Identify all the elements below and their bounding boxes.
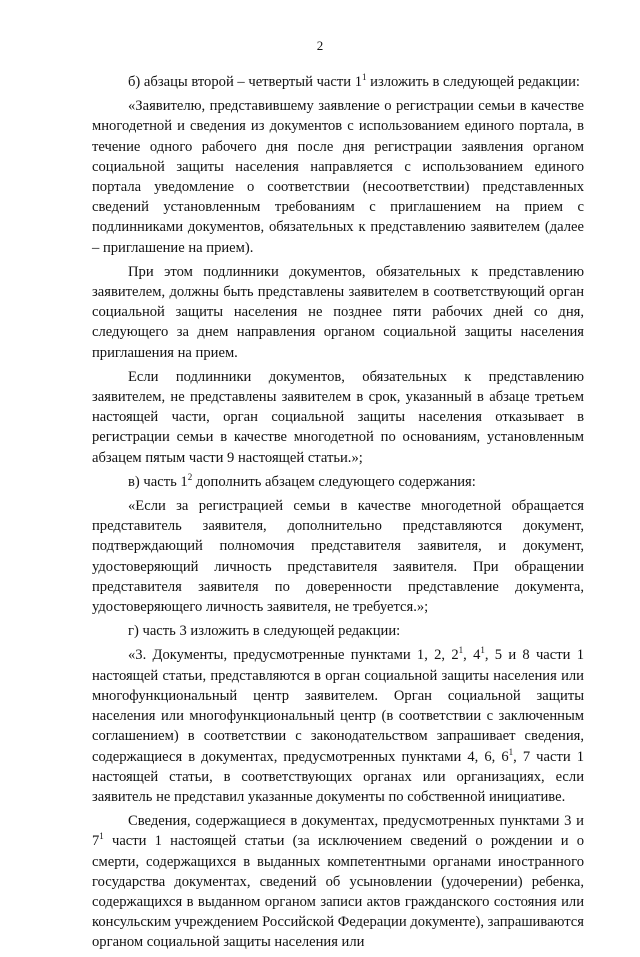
paragraph: «Заявителю, представившему заявление о регистрации семьи в качестве многодетной и сведения из документов с использованием единого портала, в течение одного рабочего дня после дня регистрации заявления органом социальной защиты населения направляется с использованием единого портала уведомление о соответствии (несоответствии) представленных сведений установленным требованиям с приглашением на прием с подлинниками документов, обязательных к представлению заявителем (далее – приглашение на прием). xyxy=(92,98,584,256)
paragraph: «3. Документы, предусмотренные пунктами 1, 2, $2^1$, $4^1$, 5 и 8 части 1 настоящей статьи, представляются в орган социальной защиты населения или многофункциональный центр заявителем. Орган социальной защиты населения или многофункциональный центр (в соответствии с заключенным соглашением) в соответствии с законодательством запрашивает сведения, содержащиеся в документах, предусмотренных пунктами 4, 6, $6^1$, 7 части 1 настоящей статьи, в соответствующих органах или организациях, если заявитель не представил указанные документы по собственной инициативе. xyxy=(92,645,585,805)
document-body xyxy=(92,72,584,957)
page-number: 2 xyxy=(316,38,324,53)
paragraph: г) часть 3 изложить в следующей редакции: xyxy=(128,623,401,640)
paragraph: Если подлинники документов, обязательных к представлению заявителем, не представлены заявителем в срок, указанный в абзаце третьем настоящей части, орган социальной защиты населения отказывает в регистрации семьи в качестве многодетной по основаниям, установленным абзацем пятым части 9 настоящей статьи.»; xyxy=(92,368,584,466)
paragraph: б) абзацы второй – четвертый части $1^1$ изложить в следующей редакции: xyxy=(128,72,580,90)
paragraph: в) часть $1^2$ дополнить абзацем следующего содержания: xyxy=(128,471,476,490)
paragraph: Сведения, содержащиеся в документах, предусмотренных пунктами 3 и $7^1$ части 1 настоящей статьи (за исключением сведений о рождении и о смерти, содержащихся в выданных компетентными органами иностранного государства документах, сведений об усыновлении (удочерении) ребенка, содержащихся в выданном органом записи актов гражданского состояния или консульским учреждением Российской Федерации документе), запрашиваются органом социальной защиты населения или xyxy=(92,813,584,951)
paragraph: «Если за регистрацией семьи в качестве многодетной обращается представитель заявителя, дополнительно представляются документ, подтверждающий полномочия представителя заявителя, и документ, удостоверяющий личность представителя заявителя. При обращении представителя заявителя по доверенности представление документа, удостоверяющего личность заявителя, не требуется.»; xyxy=(92,498,584,616)
paragraph: При этом подлинники документов, обязательных к представлению заявителем, должны быть представлены заявителем в соответствующий орган социальной защиты населения не позднее пяти рабочих дней со дня, следующего за днем направления органом социальной защиты населения приглашения на прием. xyxy=(92,263,584,361)
